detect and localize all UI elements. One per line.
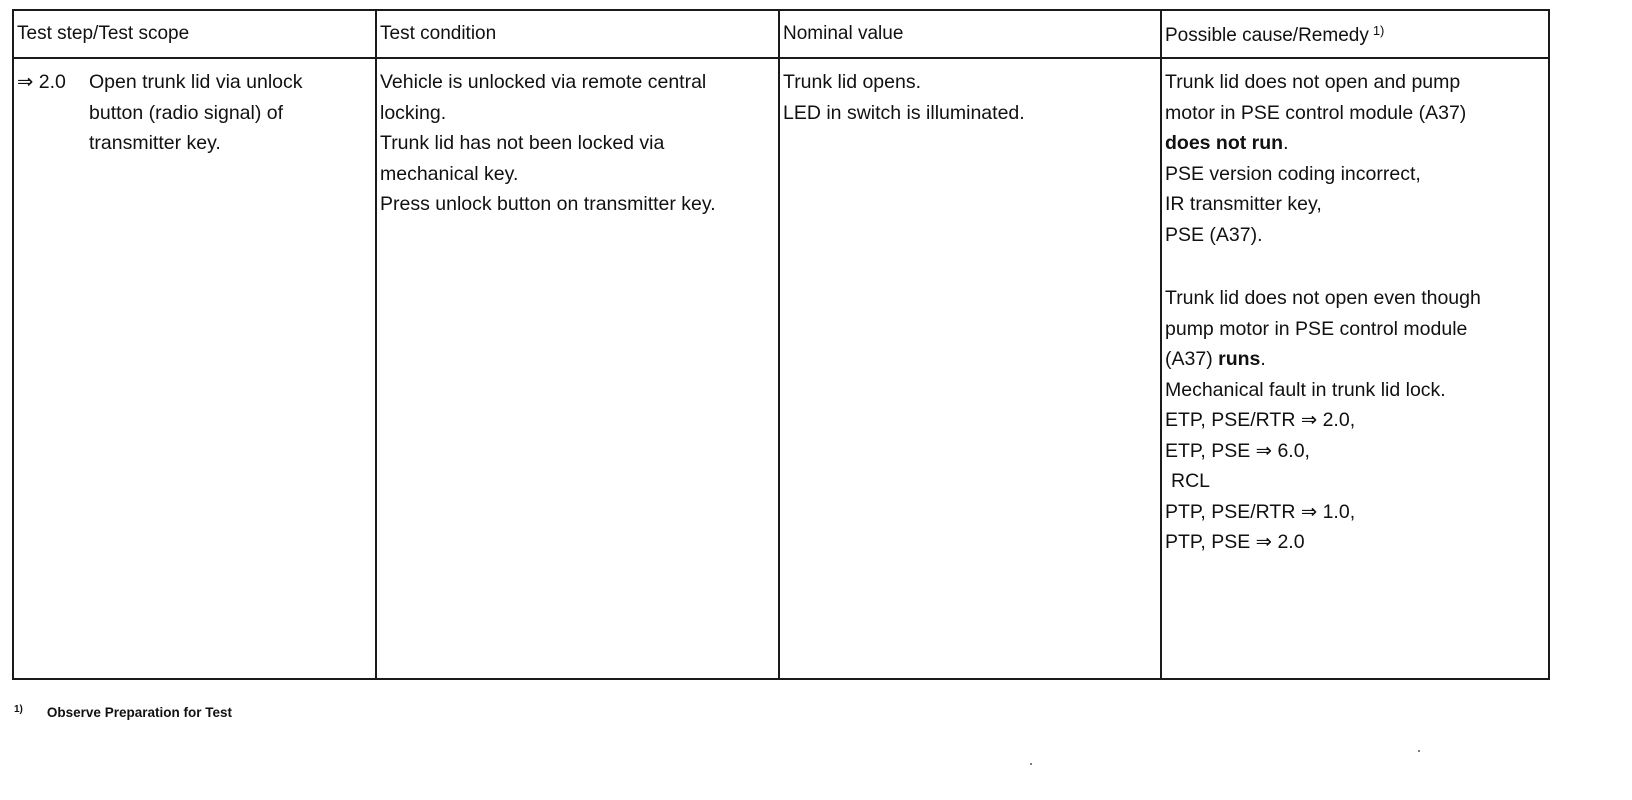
cause-bold-text: does not run [1165,132,1284,154]
footnote-text: Observe Preparation for Test [46,705,232,720]
cause-line: (A37) runs. [1165,348,1266,370]
header-nominal-value: Nominal value [779,10,1161,58]
cause-line: PSE (A37). [1165,223,1263,246]
cell-test-condition [376,58,779,679]
cause-line: motor in PSE control module (A37) [1165,101,1467,124]
condition-line: Trunk lid has not been locked via [380,132,665,154]
step-text-line: button (radio signal) of [89,101,284,124]
reference-link: ETP, PSE/RTR ⇒ 2.0, [1165,409,1356,431]
step-number: ⇒ 2.0 [17,71,66,93]
reference-link: RCL [1171,470,1211,492]
reference-link: PTP, PSE/RTR ⇒ 1.0, [1165,500,1356,523]
table-header-row [13,10,1549,58]
header-footnote-mark: 1) [1372,23,1385,38]
cause-line: does not run. [1165,132,1289,154]
cause-line: Trunk lid does not open and pump [1165,71,1461,93]
header-possible-cause: Possible cause/Remedy $^{1)}$ [1161,10,1549,58]
header-test-step: Test step/Test scope [13,10,376,58]
test-step-table [12,9,1550,680]
condition-line: Vehicle is unlocked via remote central [380,71,707,93]
cause-line: PSE version coding incorrect, [1165,162,1421,185]
condition-line: Press unlock button on transmitter key. [380,193,716,215]
scan-speck [1030,763,1032,765]
cell-test-step [13,58,376,679]
cause-line: Mechanical fault in trunk lid lock. [1165,378,1446,401]
nominal-line: LED in switch is illuminated. [783,101,1025,124]
condition-line: mechanical key. [380,162,519,185]
footnote [14,704,232,720]
reference-link: ETP, PSE ⇒ 6.0, [1165,439,1310,462]
header-test-condition: Test condition [376,10,779,58]
cause-spacer [1165,250,1548,283]
reference-link: PTP, PSE ⇒ 2.0 [1165,531,1305,553]
scan-speck [1418,750,1420,752]
cause-bold-text: runs [1218,348,1261,370]
cause-line: pump motor in PSE control module [1165,317,1468,340]
table-row [13,58,1549,679]
cell-possible-cause [1161,58,1549,679]
condition-line: locking. [380,101,447,124]
footnote-mark: 1) [14,704,23,715]
cause-line: IR transmitter key, [1165,193,1322,215]
cell-nominal-value [779,58,1161,679]
step-text-line: transmitter key. [89,132,221,154]
cause-line: Trunk lid does not open even though [1165,287,1481,309]
step-text-line: Open trunk lid via unlock [89,71,303,93]
nominal-line: Trunk lid opens. [783,71,922,93]
